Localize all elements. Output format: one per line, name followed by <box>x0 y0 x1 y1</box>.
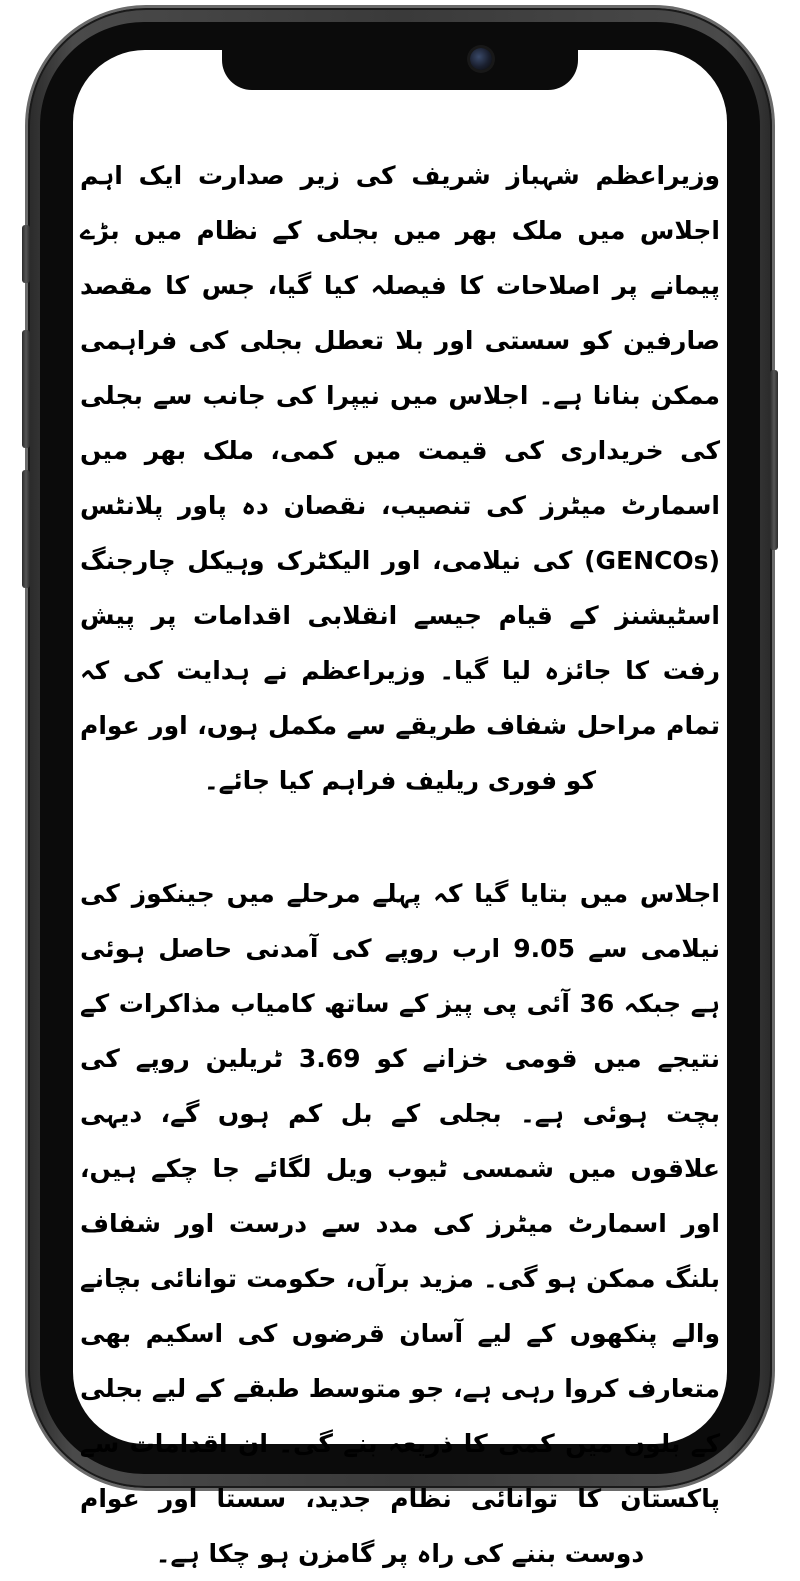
article-paragraph-1: وزیراعظم شہباز شریف کی زیر صدارت ایک اہم اجلاس میں ملک بھر میں بجلی کے نظام میں بڑے پیمانے پر اصلاحات کا فیصلہ کیا گیا، جس کا مقصد صارفین کو سستی اور بلا تعطل بجلی کی فراہمی ممکن بنانا ہے۔ اجلاس میں نیپرا کی جانب سے بجلی کی خریداری کی قیمت میں کمی، ملک بھر میں اسمارٹ میٹرز کی تنصیب، نقصان دہ پاور پلانٹس (GENCOs) کی نیلامی، اور الیکٹرک وہیکل چارجنگ اسٹیشنز کے قیام جیسے انقلابی اقدامات پر پیش رفت کا جائزہ لیا گیا۔ وزیراعظم نے ہدایت کی کہ تمام مراحل شفاف طریقے سے مکمل ہوں، اور عوام کو فوری ریلیف فراہم کیا جائے۔ <box>80 161 720 795</box>
volume-up-button <box>22 330 30 448</box>
front-camera-icon <box>470 48 492 70</box>
article-body <box>80 148 720 1581</box>
notch <box>222 36 578 90</box>
volume-down-button <box>22 470 30 588</box>
article-paragraph-2: اجلاس میں بتایا گیا کہ پہلے مرحلے میں جینکوز کی نیلامی سے 9.05 ارب روپے کی آمدنی حاصل ہوئی ہے جبکہ 36 آئی پی پیز کے ساتھ کامیاب مذاکرات کے نتیجے میں قومی خزانے کو 3.69 ٹریلین روپے کی بچت ہوئی ہے۔ بجلی کے بل کم ہوں گے، دیہی علاقوں میں شمسی ٹیوب ویل لگائے جا چکے ہیں، اور اسمارٹ میٹرز کی مدد سے درست اور شفاف بلنگ ممکن ہو گی۔ مزید برآں، حکومت توانائی بچانے والے پنکھوں کے لیے آسان قرضوں کی اسکیم بھی متعارف کروا رہی ہے، جو متوسط طبقے کے لیے بجلی کے بلوں میں کمی کا ذریعہ بنے گی۔ ان اقدامات سے پاکستان کا توانائی نظام جدید، سستا اور عوام دوست بننے کی راہ پر گامزن ہو چکا ہے۔ <box>80 879 720 1568</box>
mute-switch <box>22 225 30 283</box>
power-button <box>770 370 778 550</box>
